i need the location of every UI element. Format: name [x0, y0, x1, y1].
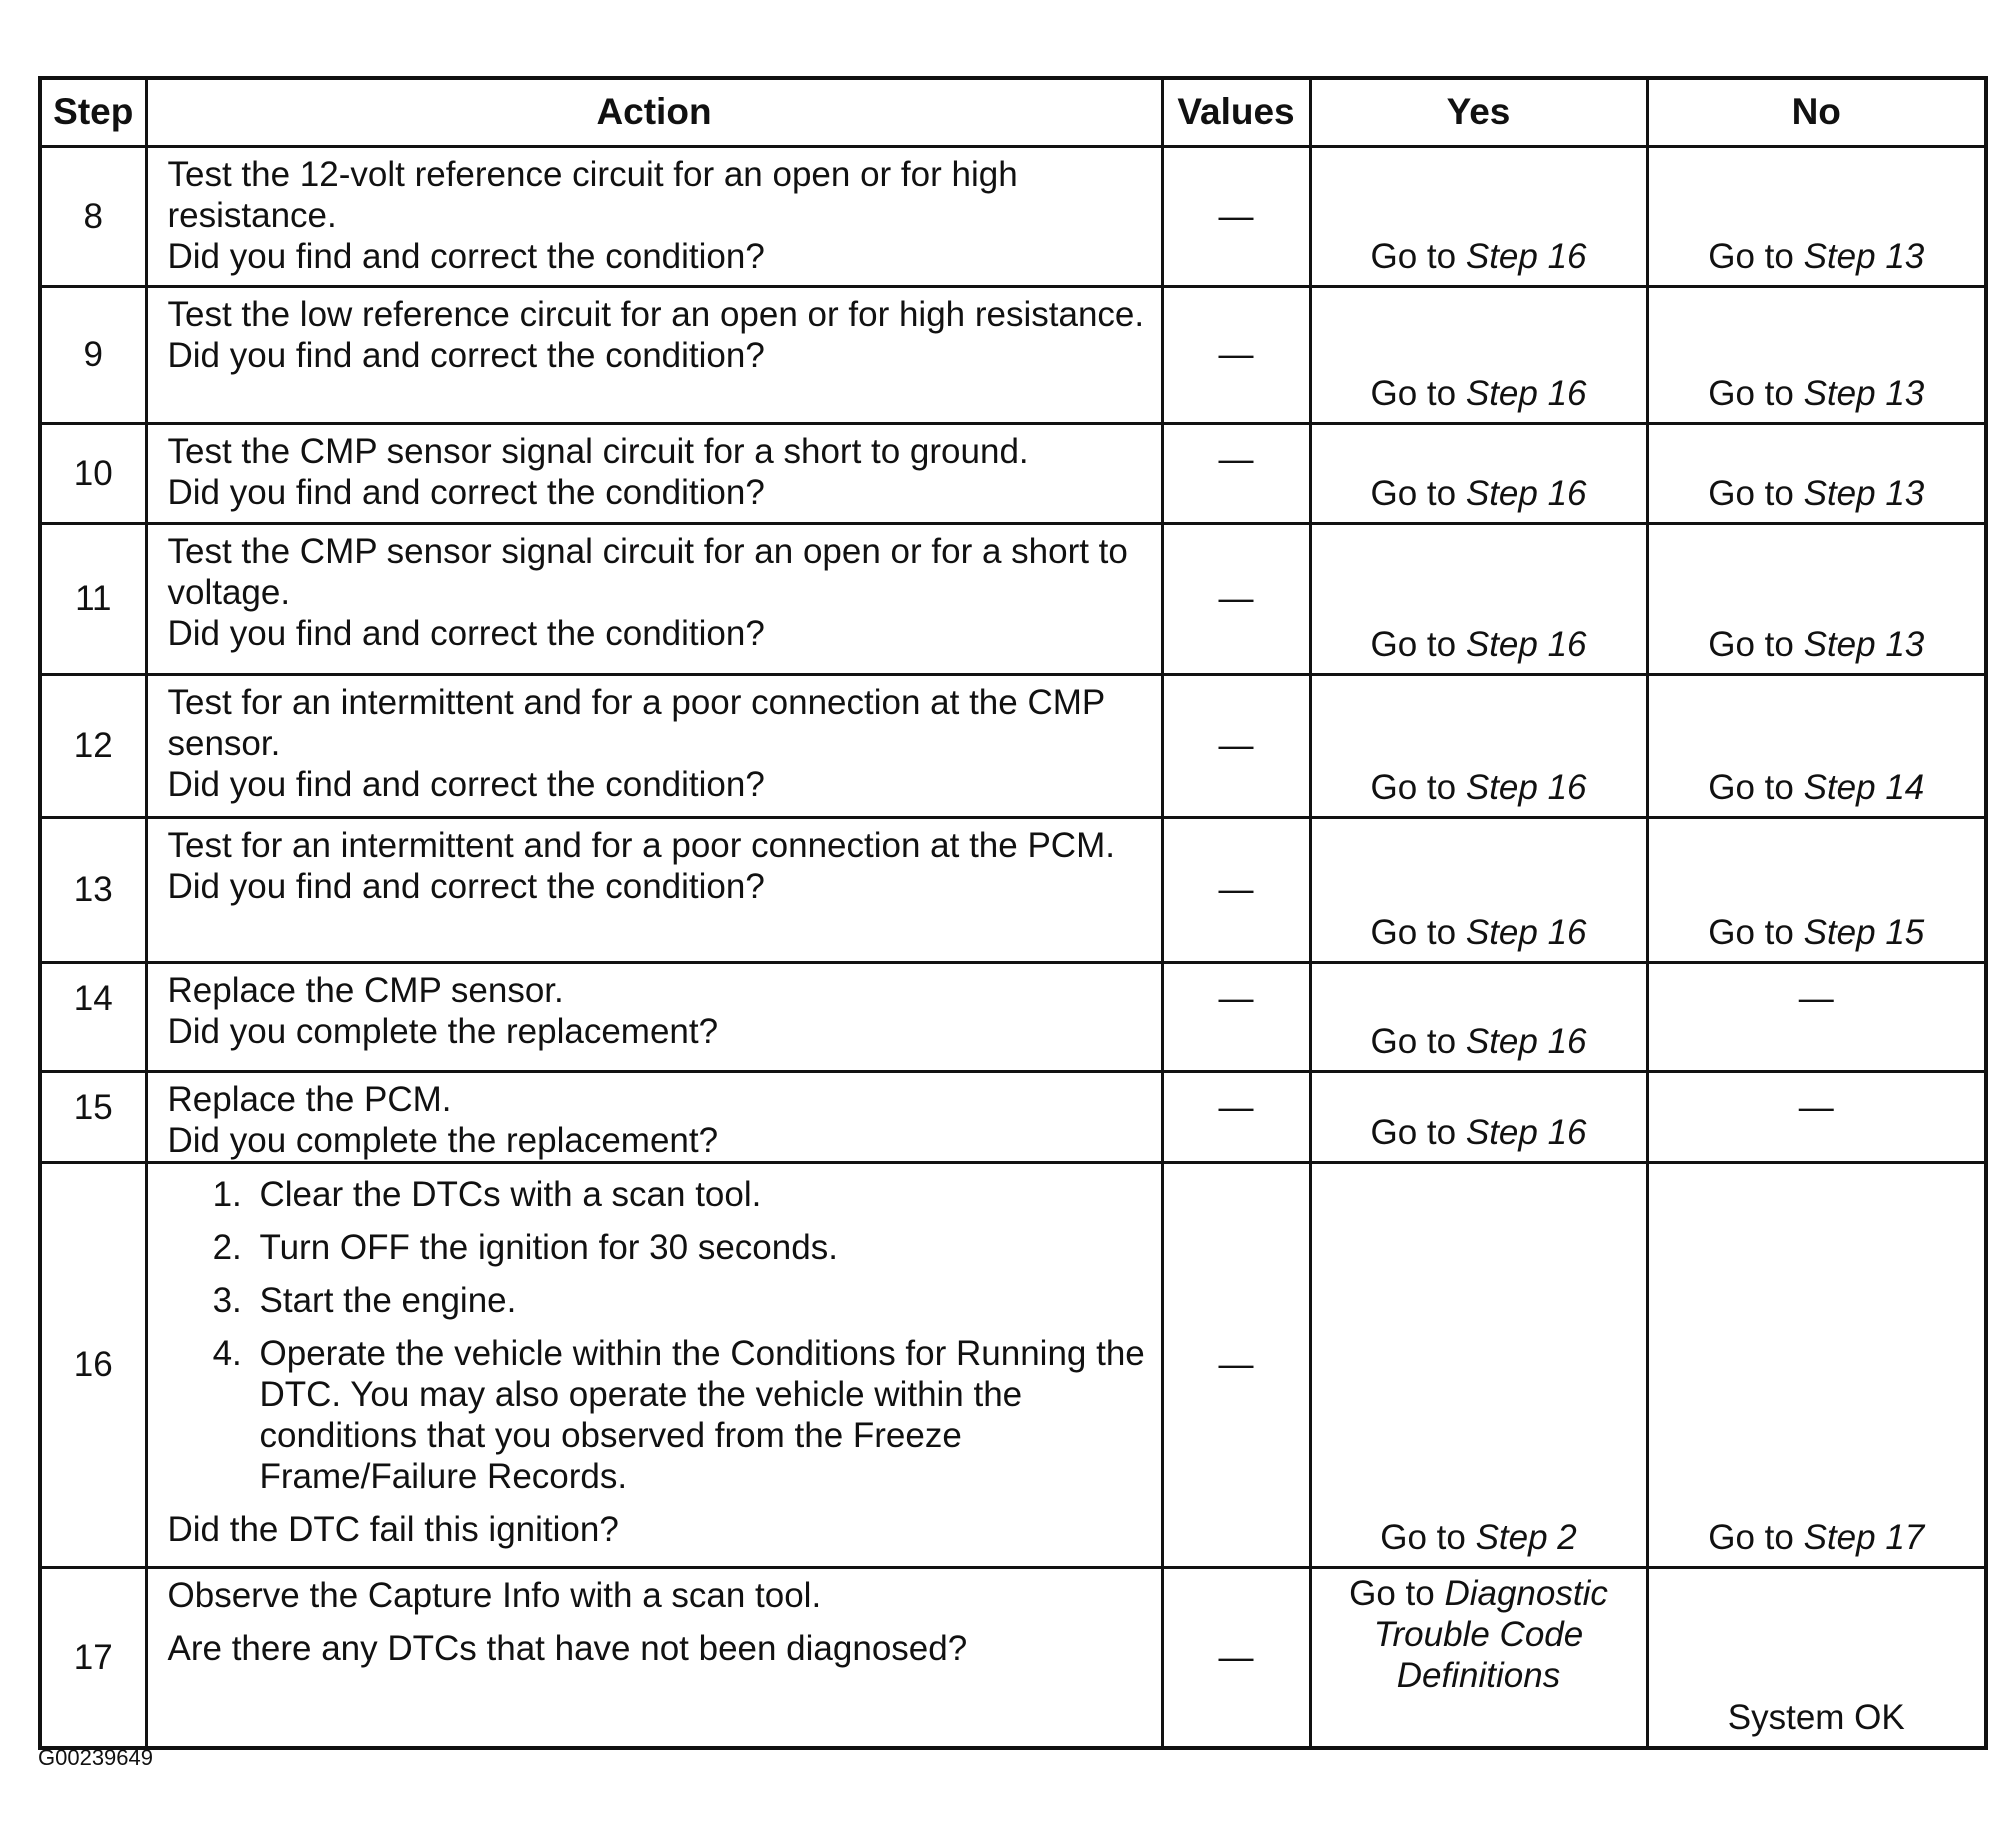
- action-question: Did you find and correct the condition?: [167, 613, 765, 653]
- yes-cell: [1310, 962, 1647, 1071]
- step-link[interactable]: Step 13: [1803, 373, 1925, 413]
- step-number: 15: [40, 1071, 146, 1162]
- action-text: Replace the CMP sensor.: [167, 970, 564, 1010]
- action-text: Test the CMP sensor signal circuit for a short to ground.: [167, 431, 1029, 471]
- step-link[interactable]: Step 16: [1465, 1112, 1587, 1152]
- go-to-label: Go to: [1708, 767, 1794, 807]
- no-cell: [1647, 674, 1986, 817]
- action-cell: [146, 674, 1162, 817]
- action-cell: [146, 146, 1162, 286]
- yes-cell: [1310, 1567, 1647, 1748]
- yes-cell: [1310, 1162, 1647, 1567]
- step-number: 13: [40, 817, 146, 962]
- go-to-label: Go to: [1370, 1112, 1457, 1152]
- step-link[interactable]: Step 2: [1475, 1517, 1577, 1557]
- no-cell: [1647, 523, 1986, 674]
- table-row-step-10: [40, 423, 1986, 523]
- action-cell: [146, 1162, 1162, 1567]
- no-cell: [1647, 1071, 1986, 1162]
- value-cell: —: [1162, 817, 1310, 962]
- step-link[interactable]: Step 16: [1465, 624, 1587, 664]
- action-cell: [146, 962, 1162, 1071]
- step-number: 11: [40, 523, 146, 674]
- value-cell: —: [1162, 146, 1310, 286]
- procedure-item: 4. Operate the vehicle within the Conditions for Running the DTC. You may also operate the vehicle within the conditions that you observed from the Freeze Frame/Failure Records.: [252, 1333, 1147, 1497]
- go-to-label: Go to: [1708, 236, 1794, 276]
- action-question: Did you find and correct the condition?: [167, 764, 765, 804]
- action-text: Test the CMP sensor signal circuit for an open or for a short to voltage.: [167, 531, 1128, 612]
- diagnostic-table: [38, 76, 1988, 1750]
- no-cell: [1647, 146, 1986, 286]
- figure-id: G00239649: [38, 1745, 153, 1770]
- definitions-link[interactable]: Diagnostic Trouble Code Definitions: [1373, 1573, 1608, 1695]
- step-number: 16: [40, 1162, 146, 1567]
- go-to-label: Go to: [1370, 236, 1457, 276]
- go-to-label: Go to: [1370, 912, 1457, 952]
- step-link[interactable]: Step 13: [1803, 236, 1925, 276]
- go-to-label: Go to: [1708, 473, 1794, 513]
- go-to-label: Go to: [1370, 373, 1457, 413]
- action-question: Did you find and correct the condition?: [167, 335, 765, 375]
- no-cell: [1647, 286, 1986, 423]
- step-link[interactable]: Step 16: [1465, 767, 1587, 807]
- value-cell: —: [1162, 523, 1310, 674]
- step-number: 14: [40, 962, 146, 1071]
- yes-cell: [1310, 674, 1647, 817]
- action-question: Did you find and correct the condition?: [167, 472, 765, 512]
- header-no: No: [1647, 78, 1986, 146]
- step-link[interactable]: Step 17: [1803, 1517, 1925, 1557]
- step-link[interactable]: Step 16: [1465, 1021, 1587, 1061]
- yes-cell: [1310, 523, 1647, 674]
- no-cell: [1647, 962, 1986, 1071]
- table-row-step-14: [40, 962, 1986, 1071]
- step-link[interactable]: Step 16: [1465, 912, 1587, 952]
- yes-cell: [1310, 423, 1647, 523]
- step-link[interactable]: Step 13: [1803, 624, 1925, 664]
- table-row-step-11: [40, 523, 1986, 674]
- action-text: Test for an intermittent and for a poor connection at the PCM.: [167, 825, 1115, 865]
- go-to-label: Go to: [1708, 373, 1794, 413]
- procedure-item: 1. Clear the DTCs with a scan tool.: [252, 1174, 1147, 1215]
- no-cell: [1647, 817, 1986, 962]
- action-question: Did you complete the replacement?: [167, 1120, 719, 1160]
- step-number: 8: [40, 146, 146, 286]
- action-question: Did you find and correct the condition?: [167, 236, 765, 276]
- table-row-step-8: [40, 146, 1986, 286]
- header-values: Values: [1162, 78, 1310, 146]
- table-row-step-12: [40, 674, 1986, 817]
- step-link[interactable]: Step 16: [1465, 236, 1587, 276]
- action-question: Did the DTC fail this ignition?: [167, 1509, 619, 1549]
- action-cell: [146, 523, 1162, 674]
- no-cell: [1647, 1162, 1986, 1567]
- table-row-step-17: [40, 1567, 1986, 1748]
- action-cell: [146, 817, 1162, 962]
- header-action: Action: [146, 78, 1162, 146]
- table-row-step-16: [40, 1162, 1986, 1567]
- action-text: Replace the PCM.: [167, 1079, 452, 1119]
- value-cell: —: [1162, 423, 1310, 523]
- table-row-step-15: [40, 1071, 1986, 1162]
- yes-cell: [1310, 286, 1647, 423]
- table-row-step-13: [40, 817, 1986, 962]
- table-body: [40, 146, 1986, 1748]
- procedure-list: [168, 1174, 1147, 1497]
- go-to-label: Go to: [1349, 1573, 1435, 1613]
- step-number: 9: [40, 286, 146, 423]
- action-cell: [146, 1567, 1162, 1748]
- yes-cell: [1310, 1071, 1647, 1162]
- go-to-label: Go to: [1708, 912, 1794, 952]
- system-ok-label: System OK: [1727, 1698, 1905, 1737]
- value-cell: —: [1162, 286, 1310, 423]
- step-link[interactable]: Step 13: [1803, 473, 1925, 513]
- action-question: Did you complete the replacement?: [167, 1011, 719, 1051]
- action-text: Test for an intermittent and for a poor connection at the CMP sensor.: [167, 682, 1105, 763]
- action-cell: [146, 1071, 1162, 1162]
- step-number: 10: [40, 423, 146, 523]
- go-to-label: Go to: [1708, 624, 1794, 664]
- action-text: Test the low reference circuit for an open or for high resistance.: [167, 294, 1145, 334]
- yes-cell: [1310, 817, 1647, 962]
- action-question: Are there any DTCs that have not been diagnosed?: [167, 1628, 968, 1668]
- header-yes: Yes: [1310, 78, 1647, 146]
- go-to-label: Go to: [1370, 624, 1457, 664]
- step-link[interactable]: Step 16: [1465, 473, 1587, 513]
- step-link[interactable]: Step 16: [1465, 373, 1587, 413]
- procedure-item: 3. Start the engine.: [252, 1280, 1147, 1321]
- header-step: Step: [40, 78, 146, 146]
- yes-cell: [1310, 146, 1647, 286]
- step-number: 12: [40, 674, 146, 817]
- value-cell: —: [1162, 1567, 1310, 1748]
- no-dash: —: [1798, 1087, 1834, 1127]
- value-cell: —: [1162, 674, 1310, 817]
- table-row-step-9: [40, 286, 1986, 423]
- go-to-label: Go to: [1380, 1517, 1466, 1557]
- no-cell: [1647, 1567, 1986, 1748]
- go-to-label: Go to: [1370, 1021, 1457, 1061]
- procedure-item: 2. Turn OFF the ignition for 30 seconds.: [252, 1227, 1147, 1268]
- value-cell: —: [1162, 962, 1310, 1071]
- no-dash: —: [1798, 978, 1834, 1018]
- value-cell: —: [1162, 1071, 1310, 1162]
- go-to-label: Go to: [1370, 767, 1457, 807]
- go-to-label: Go to: [1370, 473, 1457, 513]
- step-number: 17: [40, 1567, 146, 1748]
- action-cell: [146, 286, 1162, 423]
- action-text: Observe the Capture Info with a scan tool.: [167, 1575, 822, 1615]
- go-to-label: Go to: [1708, 1517, 1794, 1557]
- value-cell: —: [1162, 1162, 1310, 1567]
- header-row: [40, 78, 1986, 146]
- step-link[interactable]: Step 14: [1803, 767, 1925, 807]
- action-question: Did you find and correct the condition?: [167, 866, 765, 906]
- step-link[interactable]: Step 15: [1803, 912, 1925, 952]
- no-cell: [1647, 423, 1986, 523]
- action-text: Test the 12-volt reference circuit for an open or for high resistance.: [167, 154, 1018, 235]
- action-cell: [146, 423, 1162, 523]
